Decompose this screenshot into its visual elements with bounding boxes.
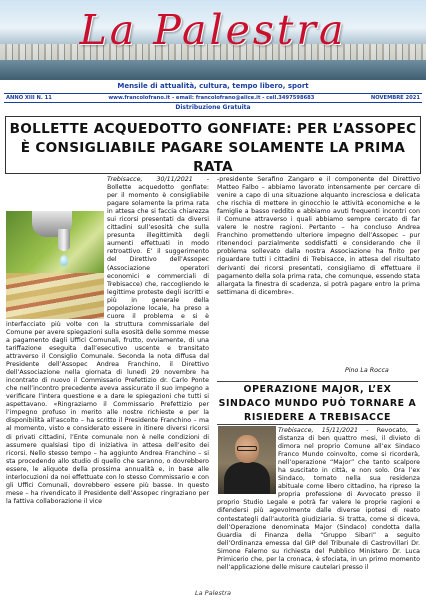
- faucet-float-spacer: [6, 209, 107, 317]
- article-2-lead-text: - Revocato, a distanza di ben quattro mesi, il divieto di dimora nel proprio Comune all’ex Sindaco Franco Mundo coinvolto, come si ricorderà, nell’operazione “Major” che tanto scalpore ha suscitato in città, e non solo. Ora l’ex Sindaco, tornato nella sua residenza abituale come libero cittadino, ha ripreso la propria professione di Avvocato presso il proprio Studio Legale e potrà far valere le proprie ragioni e difendersi più agevolmente dalle diverse ipotesi di reato contestategli dall’autorità giudiziaria. Si tratta, come si diceva, dell’Operazione denominata Major (Sindaco) condotta dalla Guardia di Finanza della “Gruppo Sibari” a seguito dell’Ordinanza emessa dal GIP del Tribunale di Castrovillari Dr. Simone Falerno su richiesta del Pubblico Ministero Dr. Luca Primicerio che, per la cronaca, è sfociata, in un primo momento nell’applicazione delle misure cautelari presso il: [217, 427, 420, 571]
- contact-info: www.francolofrano.it - email: francolofrano@alice.it - cell.3497598683: [108, 95, 315, 101]
- article-2-body: [217, 427, 420, 587]
- masthead-banner: [0, 0, 426, 80]
- issue-info-bar: [4, 93, 422, 103]
- article-1-body: [6, 176, 209, 588]
- sea-photo: [0, 60, 426, 80]
- article-2-dateline: Trebisacce, 15/11/2021: [278, 427, 359, 434]
- article-2-headline: OPERAZIONE MAJOR, L’EX SINDACO MUNDO PUÒ TORNARE A RISIEDERE A TREBISACCE: [217, 381, 418, 425]
- portrait-float-spacer: [217, 427, 278, 495]
- distribution-note: Distribuzione Gratuita: [175, 104, 251, 111]
- article-1-continuation: [217, 176, 420, 366]
- article-1-lead-text: - Bollette acquedotto gonfiate: per il momento è consigliabile pagare solamente la prima rata in attesa che si faccia chiarezza sui ricorsi presentati da diversi cittadini sull’esosità che sulla presunta illegittimità degli aumenti effettuati in modo retroattivo. E’ il suggerimento del Direttivo dell’Assopec (Associazione operatori economici e commerciali di Trebisacce) che, raccogliendo le legittime proteste degli iscritti e più in generale della popolazione locale, ha preso a cuore il problema e si è interfacciato più volte con la struttura commissariale del Comune per avere spiegazioni sulla esosità delle somme messe a pagamento dagli Uffici Comunali, frutto, ovviamente, di una tariffazione eseguita dall’esecutivo uscente e transitato attraverso il Consiglio Comunale. Seconda la nota diffusa dal Presidente dell’Assopec Andrea Franchino, il Direttivo dell’Associazione nella giornata di lunedì 29 novembre ha incontrato di nuovo il Commissario Prefettizio dr. Carlo Ponte che nell’incontro precedente aveva assicurato il suo impegno a verificare l’intera questione e a dare le spiegazioni che tutti si aspettavano. «Ringraziamo il Commissario Prefettizio per l’impegno profuso in merito alle nostre richieste e per la disponibilità all’ascolto – ha scritto il Presidente Franchino – ma al momento, visto e considerato essere in itinere diversi ricorsi di privati cittadini, l’Ente comunale non è nelle condizioni di assumere qualsiasi tipo di iniziativa in attesa dell’esito dei ricorsi. Nello stesso tempo – ha aggiunto Andrea Franchino – si sta procedendo allo studio di quello che saranno, o dovrebbero essere, le aliquote della prossima annualità e, in base alle interlocuzioni da noi effettuate con lo stesso Commissario e con gli Uffici Comunali, dovrebbero essere più basse. In questo mese – ha rivendicato il Presidente dell’Assopec ringraziano per la fattiva collaborazione il vice: [6, 176, 209, 505]
- issue-number: ANNO XIII N. 11: [6, 95, 52, 101]
- article-1-author: Pino La Rocca: [345, 367, 389, 374]
- page-footer: La Palestra: [195, 589, 231, 597]
- newspaper-title: La Palestra: [79, 6, 347, 54]
- article-1-continuation-text: -presidente Serafino Zangaro e il componente del Direttivo Matteo Falbo – abbiamo lavorato intensamente per cercare di venire a capo di una situazione alquanto incresciosa e delicata che rischia di mettere in ginocchio le attività economiche e le famiglie a basso reddito e abbiamo avuti frequenti incontri con il Comune attraverso i quali abbiamo sempre cercato di far valere le nostre ragioni. Pertanto – ha concluso Andrea Franchino promettendo ulteriore impegno dell’Assopec – pur ritenendoci parzialmente soddisfatti e considerando che il problema sollevato dalla nostra Associazione ha finito per riguardare tutti i cittadini di Trebisacce, in attesa del risultato derivanti dei ricorsi presentati, consigliamo di effettuare il pagamento della sola prima rata, che comunque, essendo stata allargata la finestra di scadenza, si potrà pagare entro la prima settimana di dicembre».: [217, 176, 420, 296]
- article-1-dateline: Trebisacce, 30/11/2021: [107, 176, 193, 183]
- newspaper-tagline: Mensile di attualità, cultura, tempo libero, sport: [117, 82, 309, 90]
- article-1-headline: BOLLETTE ACQUEDOTTO GONFIATE: PER L’ASSOPEC È CONSIGLIABILE PAGARE SOLAMENTE LA PRIMA RATA: [5, 116, 421, 174]
- issue-date: NOVEMBRE 2021: [370, 95, 420, 101]
